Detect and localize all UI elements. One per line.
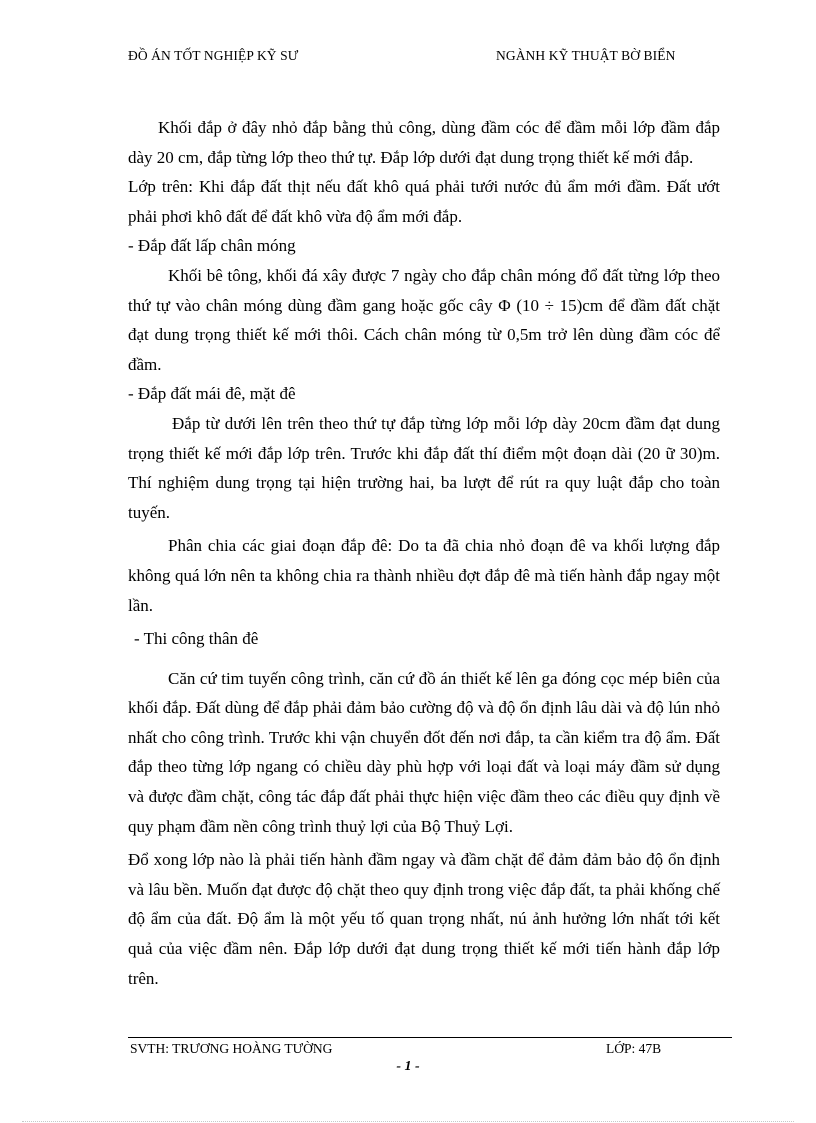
footer-divider xyxy=(128,1037,732,1038)
paragraph-dike-body-construction: Căn cứ tim tuyến công trình, căn cứ đồ án thiết kế lên ga đóng cọc mép biên của khối đắp. Đất dùng để đắp phải đảm bảo cường độ và độ ổn định lâu dài và độ lún nhỏ nhất cho công trình. Trước khi vận chuyển đốt đến nơi đắp, ta cần kiểm tra độ ẩm. Đất đắp theo từng lớp ngang có chiều dày phù hợp với loại đất và loại máy đầm sử dụng và được đầm chặt, công tác đắp đất phải thực hiện việc đầm theo các điều quy định về quy phạm đầm nền công trình thuỷ lợi của Bộ Thuỷ Lợi. xyxy=(128,668,720,836)
header-project-title: ĐỒ ÁN TỐT NGHIỆP KỸ SƯ xyxy=(128,48,299,63)
paragraph-fill-phases: Phân chia các giai đoạn đắp đê: Do ta đã chia nhỏ đoạn đê va khối lượng đắp không quá lớn nên ta không chia ra thành nhiều đợt đắp đê mà tiến hành đắp ngay một lần. xyxy=(128,536,720,615)
page-edge-divider xyxy=(22,1121,794,1122)
heading-dike-slope-fill: - Đắp đất mái đê, mặt đê xyxy=(128,384,296,404)
footer-student-name: SVTH: TRƯƠNG HOÀNG TƯỜNG xyxy=(130,1041,333,1056)
heading-foundation-fill: - Đắp đất lấp chân móng xyxy=(128,236,296,256)
page-header xyxy=(128,48,732,68)
document-body xyxy=(128,113,720,993)
paragraph-upper-layer: Lớp trên: Khi đắp đất thịt nếu đất khô quá phải tưới nước đủ ẩm mới đầm. Đất ướt phải phơi khô đất để đất khô vừa độ ẩm mới đắp. xyxy=(128,177,720,226)
paragraph-foundation-fill: Khối bê tông, khối đá xây được 7 ngày cho đắp chân móng đổ đất từng lớp theo thứ tự vào chân móng dùng đầm gang hoặc gốc cây Φ (10 ÷ 15)cm để đầm đất chặt đạt dung trọng thiết kế mới thôi. Cách chân móng từ 0,5m trở lên dùng đầm cóc để đầm. xyxy=(128,265,720,374)
paragraph-compaction: Đổ xong lớp nào là phải tiến hành đầm ngay và đầm chặt để đảm đảm bảo độ ổn định và lâu bền. Muốn đạt được độ chặt theo quy định trong việc đắp đất, ta phải khống chế độ ẩm của đất. Độ ẩm là một yếu tố quan trọng nhất, nú ảnh hưởng lớn nhất tới kết quả của việc đầm nên. Đắp lớp dưới đạt dung trọng thiết kế mới tiến hành đắp lớp trên. xyxy=(128,850,720,988)
header-department: NGÀNH KỸ THUẬT BỜ BIỂN xyxy=(496,48,676,63)
paragraph-manual-fill: Khối đắp ở đây nhỏ đắp bằng thủ công, dùng đầm cóc để đầm mỗi lớp đầm đắp dày 20 cm, đắp từng lớp theo thứ tự. Đắp lớp dưới đạt dung trọng thiết kế mới đắp. xyxy=(128,118,720,167)
paragraph-dike-slope-fill: Đắp từ dưới lên trên theo thứ tự đắp từng lớp mỗi lớp dày 20cm đầm đạt dung trọng thiết kế mới đắp lớp trên. Trước khi đắp đất thí điểm một đoạn dài (20 ữ 30)m. Thí nghiệm dung trọng tại hiện trường hai, ba lượt để rút ra quy luật đắp cho toàn tuyến. xyxy=(128,413,720,522)
page-footer xyxy=(128,1041,732,1061)
page-number: - 1 - xyxy=(396,1059,420,1074)
footer-class: LỚP: 47B xyxy=(606,1041,662,1056)
heading-dike-body-construction: - Thi công thân đê xyxy=(134,629,259,649)
